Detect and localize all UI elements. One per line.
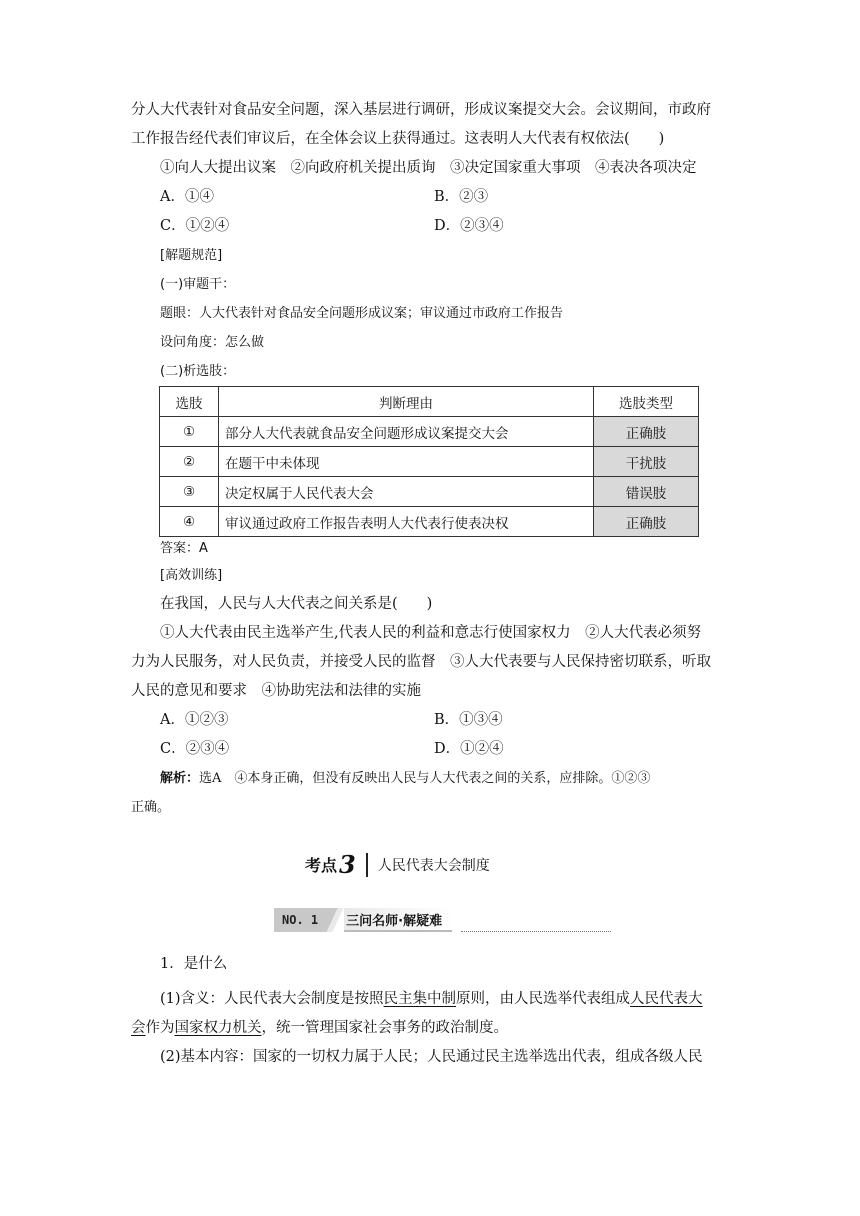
table-cell: 部分人大代表就食品安全问题形成议案提交大会 <box>219 417 594 447</box>
solution-angle: 设问角度：怎么做 <box>160 335 265 350</box>
analysis-table <box>159 386 699 537</box>
option-a: A．①②③ <box>160 712 229 728</box>
training-heading: [高效训练] <box>160 568 223 583</box>
option-d: D．①②④ <box>434 741 504 757</box>
option-d: D．②③④ <box>434 218 504 234</box>
section-number: 3 <box>339 850 356 879</box>
table-cell: 干扰肢 <box>594 447 699 477</box>
option-b: B．②③ <box>434 189 489 205</box>
solution-eye: 题眼：人大代表针对食品安全问题形成议案；审议通过市政府工作报告 <box>160 306 564 321</box>
table-row <box>160 507 699 537</box>
section-label: 考点 <box>305 856 338 875</box>
underlined-term: 会 <box>131 1020 146 1036</box>
item-heading: 1．是什么 <box>160 956 228 972</box>
table-cell: ① <box>160 417 219 447</box>
badge-slant <box>326 908 344 932</box>
option-a: A．①④ <box>160 189 214 205</box>
analysis-label: 解析： <box>160 771 200 786</box>
analysis-text: 选A ④本身正确，但没有反映出人民与人大代表之间的关系，应排除。①②③ <box>199 771 651 786</box>
table-row <box>160 447 699 477</box>
table-cell: 错误肢 <box>594 477 699 507</box>
table-cell: 审议通过政府工作报告表明人大代表行使表决权 <box>219 507 594 537</box>
table-cell: 在题干中未体现 <box>219 447 594 477</box>
table-header: 选肢 <box>160 387 219 417</box>
underlined-term: 民主集中制 <box>383 991 457 1007</box>
options-row <box>131 212 731 241</box>
solution-step-1: (一)审题干： <box>160 277 236 292</box>
solution-step-2: (二)析选肢： <box>160 364 236 379</box>
training-analysis <box>131 764 731 793</box>
training-statement-line: 人民的意见和要求 ④协助宪法和法律的实施 <box>131 683 421 699</box>
section-divider <box>366 853 368 877</box>
question-stem-line: 分人大代表针对食品安全问题，深入基层进行调研，形成议案提交大会。会议期间，市政府 <box>131 102 711 118</box>
training-statement-line: ①人大代表由民主选举产生,代表人民的利益和意志行使国家权力 ②人大代表必须努 <box>160 625 702 641</box>
underlined-term: 国家权力机关 <box>174 1020 262 1036</box>
badge-title: 三问名师·解疑难 <box>344 908 452 932</box>
table-cell: ② <box>160 447 219 477</box>
table-header-row <box>160 387 699 417</box>
document-page <box>131 96 731 1072</box>
content-paragraph-cont: 会作为国家权力机关，统一管理国家社会事务的政治制度。 <box>131 1020 508 1036</box>
option-b: B．①③④ <box>434 712 503 728</box>
table-row <box>160 417 699 447</box>
question-stem-line: 工作报告经代表们审议后，在全体会议上获得通过。这表明人大代表有权依法( ) <box>131 131 665 147</box>
options-row <box>131 183 731 212</box>
solution-heading: [解题规范] <box>160 248 223 263</box>
option-c: C．②③④ <box>160 741 230 757</box>
section-title: 人民代表大会制度 <box>377 857 490 874</box>
options-row <box>131 735 731 764</box>
section-heading <box>131 844 731 904</box>
option-c: C．①②④ <box>160 218 230 234</box>
content-paragraph: (2)基本内容：国家的一切权力属于人民；人民通过民主选举选出代表，组成各级人民 <box>160 1049 703 1065</box>
table-row <box>160 477 699 507</box>
table-cell: 正确肢 <box>594 417 699 447</box>
table-cell: ③ <box>160 477 219 507</box>
badge-number: NO. 1 <box>274 908 326 932</box>
subsection-badge <box>131 904 731 942</box>
table-cell: 正确肢 <box>594 507 699 537</box>
badge-dotted-line <box>461 931 611 932</box>
table-header: 选肢类型 <box>594 387 699 417</box>
content-paragraph: (1)含义：人民代表大会制度是按照民主集中制原则，由人民选举代表组成人民代表大 <box>160 991 703 1007</box>
table-cell: 决定权属于人民代表大会 <box>219 477 594 507</box>
answer: 答案：A <box>160 541 208 556</box>
table-header: 判断理由 <box>219 387 594 417</box>
underlined-term: 人民代表大 <box>630 991 703 1007</box>
training-stem: 在我国，人民与人大代表之间关系是( ) <box>160 596 433 612</box>
options-row <box>131 706 731 735</box>
question-statements: ①向人大提出议案 ②向政府机关提出质询 ③决定国家重大事项 ④表决各项决定 <box>160 160 697 176</box>
training-statement-line: 力为人民服务，对人民负责，并接受人民的监督 ③人大代表要与人民保持密切联系，听取 <box>131 654 711 670</box>
training-analysis-cont: 正确。 <box>131 800 171 815</box>
table-cell: ④ <box>160 507 219 537</box>
